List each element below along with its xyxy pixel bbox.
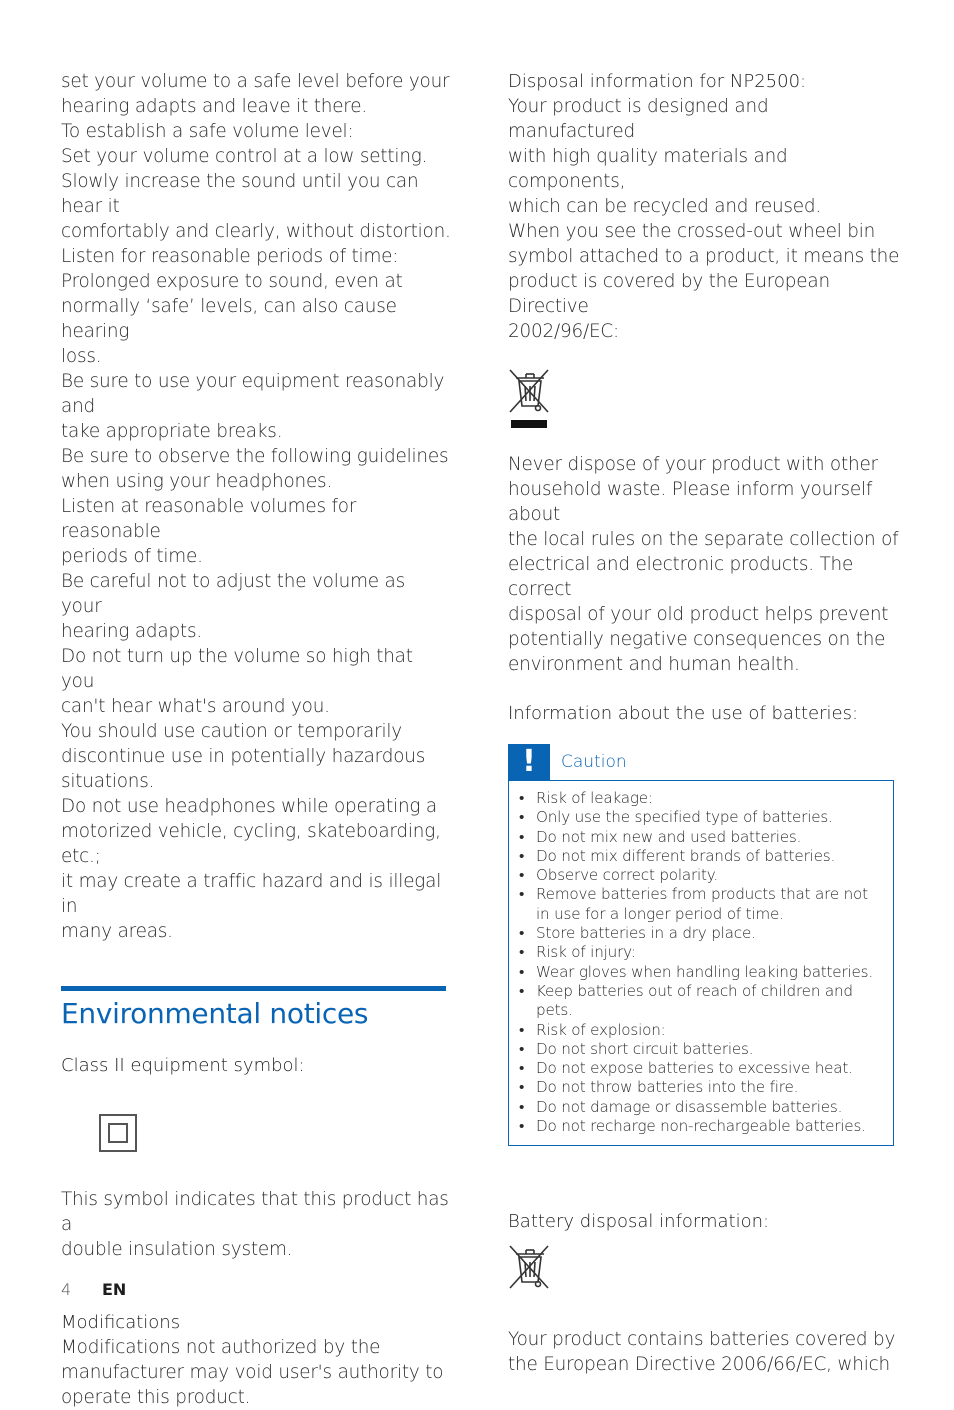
caution-box [508, 780, 894, 1146]
caution-item: • Risk of explosion: [517, 1021, 885, 1040]
left-column [61, 69, 451, 1410]
caution-item: • Do not mix new and used batteries. [517, 828, 885, 847]
caution-item: • Do not throw batteries into the fire. [517, 1078, 885, 1097]
text-line: hearing adapts and leave it there. [61, 96, 368, 117]
text-line: Listen for reasonable periods of time: [61, 246, 399, 267]
text-line: normally ‘safe’ levels, can also cause hearing [61, 296, 397, 342]
text-line: Never dispose of your product with other [508, 454, 878, 475]
text-line: take appropriate breaks. [61, 421, 283, 442]
disposal-text [508, 94, 900, 344]
class2-equipment-icon [99, 1114, 137, 1152]
text-line: many areas. [61, 921, 173, 942]
disposal-heading: Disposal information for NP2500: [508, 71, 807, 92]
text-line: Do not use headphones while operating a [61, 796, 437, 817]
text-line: which can be recycled and reused. [508, 196, 822, 217]
caution-item: • Only use the specified type of batteries. [517, 808, 885, 827]
text-line: when using your headphones. [61, 471, 333, 492]
modifications-heading: Modifications [61, 1312, 181, 1333]
caution-icon: ! [508, 744, 550, 780]
caution-item: • Risk of injury: [517, 943, 885, 962]
text-line: Slowly increase the sound until you can hear it [61, 171, 419, 217]
text-line: symbol attached to a product, it means the [508, 246, 900, 267]
caution-item: • Do not recharge non-rechargeable batteries. [517, 1117, 885, 1136]
text-line: To establish a safe volume level: [61, 121, 354, 142]
caution-item: • Do not short circuit batteries. [517, 1040, 885, 1059]
text-line: operate this product. [61, 1387, 251, 1408]
text-line: product is covered by the European Directive [508, 271, 830, 317]
caution-item: • Observe correct polarity. [517, 866, 885, 885]
text-line: environment and human health. [508, 654, 800, 675]
text-line: the local rules on the separate collection of [508, 529, 899, 550]
text-line: motorized vehicle, cycling, skateboarding, etc.; [61, 821, 441, 867]
text-line: potentially negative consequences on the [508, 629, 886, 650]
class2-heading: Class II equipment symbol: [61, 1055, 305, 1076]
text-line: the European Directive 2006/66/EC, which [508, 1354, 891, 1376]
caution-item: • Remove batteries from products that are not in use for a longer period of time. [517, 885, 885, 924]
text-line: manufacturer may void user's authority to [61, 1362, 444, 1383]
text-line: it may create a traffic hazard and is illegal in [61, 871, 442, 917]
page-number: 4 [61, 1280, 72, 1299]
text-line: set your volume to a safe level before your [61, 71, 450, 92]
caution-item: • Wear gloves when handling leaking batteries. [517, 963, 885, 982]
text-line: double insulation system. [61, 1239, 293, 1260]
caution-item: • Risk of leakage: [517, 789, 885, 808]
text-line: When you see the crossed-out wheel bin [508, 221, 876, 242]
text-line: household waste. Please inform yourself about [508, 479, 873, 525]
caution-list [517, 789, 885, 1136]
text-line: You should use caution or temporarily [61, 721, 402, 742]
batteries-heading: Information about the use of batteries: [508, 703, 859, 724]
text-line: electrical and electronic products. The correct [508, 554, 854, 600]
section-rule [61, 986, 446, 991]
text-line: Your product is designed and manufactured [508, 96, 769, 142]
caution-item: • Keep batteries out of reach of children and pets. [517, 982, 885, 1021]
caution-label: Caution [561, 752, 627, 772]
text-line: comfortably and clearly, without distortion. [61, 221, 451, 242]
caution-item: • Do not damage or disassemble batteries. [517, 1098, 885, 1117]
text-line: Your product contains batteries covered by [508, 1329, 896, 1351]
text-line: loss. [61, 346, 102, 367]
text-line: can't hear what's around you. [61, 696, 330, 717]
text-line: Be sure to observe the following guidelines [61, 446, 449, 467]
battery-disposal-heading: Battery disposal information: [508, 1211, 770, 1233]
class2-description [61, 1187, 451, 1262]
caution-header [508, 744, 900, 780]
text-line: Modifications not authorized by the [61, 1337, 381, 1358]
section-title: Environmental notices [61, 997, 369, 1030]
battery-text [508, 1327, 900, 1377]
text-line: Set your volume control at a low setting. [61, 146, 428, 167]
text-line: hearing adapts. [61, 621, 202, 642]
text-line: Do not turn up the volume so high that you [61, 646, 413, 692]
text-line: Listen at reasonable volumes for reasonable [61, 496, 357, 542]
text-line: with high quality materials and components, [508, 146, 788, 192]
caution-item: • Do not mix different brands of batteries. [517, 847, 885, 866]
text-line: Prolonged exposure to sound, even at [61, 271, 403, 292]
text-line: Be careful not to adjust the volume as your [61, 571, 406, 617]
right-column [508, 69, 900, 1377]
text-line: This symbol indicates that this product has a [61, 1189, 449, 1235]
text-line: periods of time. [61, 546, 203, 567]
safety-text [61, 69, 451, 944]
caution-item: • Do not expose batteries to excessive heat. [517, 1059, 885, 1078]
text-line: situations. [61, 771, 155, 792]
text-line: 2002/96/EC: [508, 321, 620, 342]
text-line: discontinue use in potentially hazardous [61, 746, 426, 767]
text-line: Be sure to use your equipment reasonably and [61, 371, 445, 417]
wheelie-bin-icon [508, 1244, 900, 1292]
caution-item: • Store batteries in a dry place. [517, 924, 885, 943]
text-line: disposal of your old product helps prevent [508, 604, 889, 625]
never-dispose-text [508, 452, 900, 677]
wheelie-bin-bar-icon [508, 366, 900, 430]
language-code: EN [102, 1280, 127, 1299]
modifications-text [61, 1335, 451, 1410]
page-footer [61, 1280, 126, 1299]
